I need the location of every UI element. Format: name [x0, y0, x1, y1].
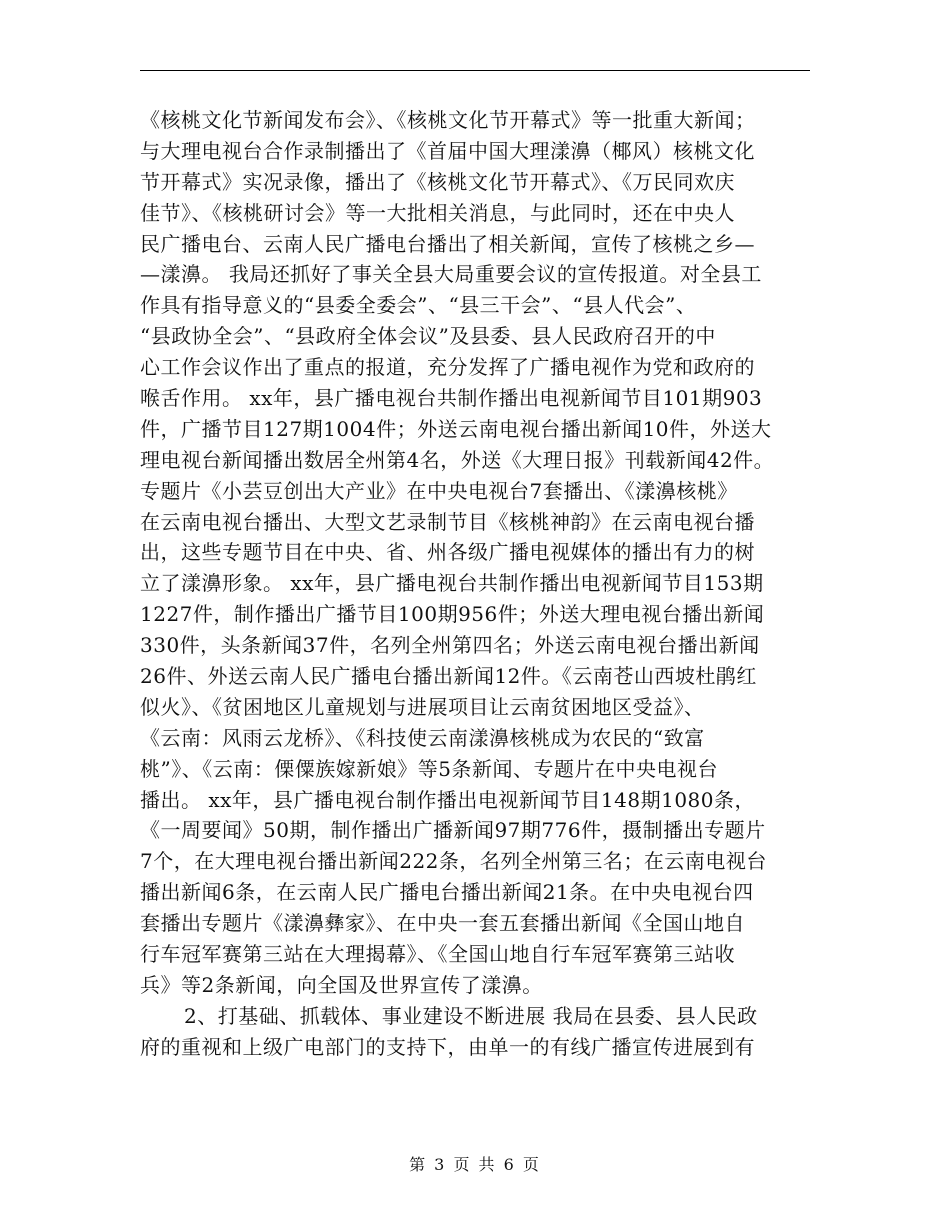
header-rule	[140, 70, 810, 71]
text-line: 府的重视和上级广电部门的支持下，由单一的有线广播宣传进展到有	[140, 1034, 755, 1059]
text-line: 民广播电台、云南人民广播电台播出了相关新闻，宣传了核桃之乡—	[140, 231, 755, 256]
text-line: 330件，头条新闻37件，名列全州第四名；外送云南电视台播出新闻	[140, 633, 760, 658]
text-line: 立了漾濞形象。 xx年，县广播电视台共制作播出电视新闻节目153期	[140, 571, 764, 596]
text-line: 与大理电视台合作录制播出了《首届中国大理漾濞（椰风）核桃文化	[140, 138, 755, 163]
text-line: 播出。 xx年，县广播电视台制作播出电视新闻节目148期1080条，	[140, 787, 755, 812]
text-line: “县政协全会”、“县政府全体会议”及县委、县人民政府召开的中	[140, 324, 716, 349]
text-line: 7个，在大理电视台播出新闻222条，名列全州第三名；在云南电视台	[140, 849, 767, 874]
text-line: 播出新闻6条，在云南人民广播电台播出新闻21条。在中央电视台四	[140, 880, 754, 905]
text-line: 出，这些专题节目在中央、省、州各级广播电视媒体的播出有力的树	[140, 540, 755, 565]
text-line: 理电视台新闻播出数居全州第4名，外送《大理日报》刊载新闻42件。	[140, 447, 775, 472]
text-line: 行车冠军赛第三站在大理揭幕》、《全国山地自行车冠军赛第三站收	[140, 942, 735, 967]
page-number: 第 3 页 共 6 页	[409, 1155, 541, 1174]
text-line: 1227件，制作播出广播节目100期956件；外送大理电视台播出新闻	[140, 602, 765, 627]
text-line: 《云南：风雨云龙桥》、《科技使云南漾濞核桃成为农民的“致富	[140, 725, 705, 750]
text-line: 喉舌作用。 xx年，县广播电视台共制作播出电视新闻节目101期903	[140, 386, 763, 411]
text-line: 套播出专题片《漾濞彝家》、在中央一套五套播出新闻《全国山地自	[140, 911, 745, 936]
text-line: 作具有指导意义的“县委全委会”、“县三干会”、“县人代会”、	[140, 293, 697, 318]
text-line: 兵》等2条新闻，向全国及世界宣传了漾濞。	[140, 972, 543, 997]
text-line: 桃”》、《云南：傈僳族嫁新娘》等5条新闻、专题片在中央电视台	[140, 756, 718, 781]
text-line: 在云南电视台播出、大型文艺录制节目《核桃神韵》在云南电视台播	[140, 509, 755, 534]
text-line: 似火》、《贫困地区儿童规划与进展项目让云南贫困地区受益》、	[140, 694, 705, 719]
text-line: 心工作会议作出了重点的报道，充分发挥了广播电视作为党和政府的	[140, 355, 755, 380]
body-text	[140, 105, 818, 1063]
text-line: 《核桃文化节新闻发布会》、《核桃文化节开幕式》等一批重大新闻；	[140, 108, 756, 132]
section-heading-line: 2、打基础、抓载体、事业建设不断进展 我局在县委、县人民政	[184, 1003, 758, 1028]
text-line: 专题片《小芸豆创出大产业》在中央电视台7套播出、《漾濞核桃》	[140, 478, 738, 503]
text-line: 《一周要闻》50期，制作播出广播新闻97期776件，摄制播出专题片	[140, 818, 766, 843]
text-line: 佳节》、《核桃研讨会》等一大批相关消息，与此同时，还在中央人	[140, 200, 735, 225]
text-line: —漾濞。 我局还抓好了事关全县大局重要会议的宣传报道。对全县工	[140, 262, 762, 287]
text-line: 件，广播节目127期1004件；外送云南电视台播出新闻10件，外送大	[140, 416, 772, 441]
text-line: 节开幕式》实况录像，播出了《核桃文化节开幕式》、《万民同欢庆	[140, 169, 735, 194]
text-line: 26件、外送云南人民广播电台播出新闻12件。《云南苍山西坡杜鹃红	[140, 664, 757, 689]
